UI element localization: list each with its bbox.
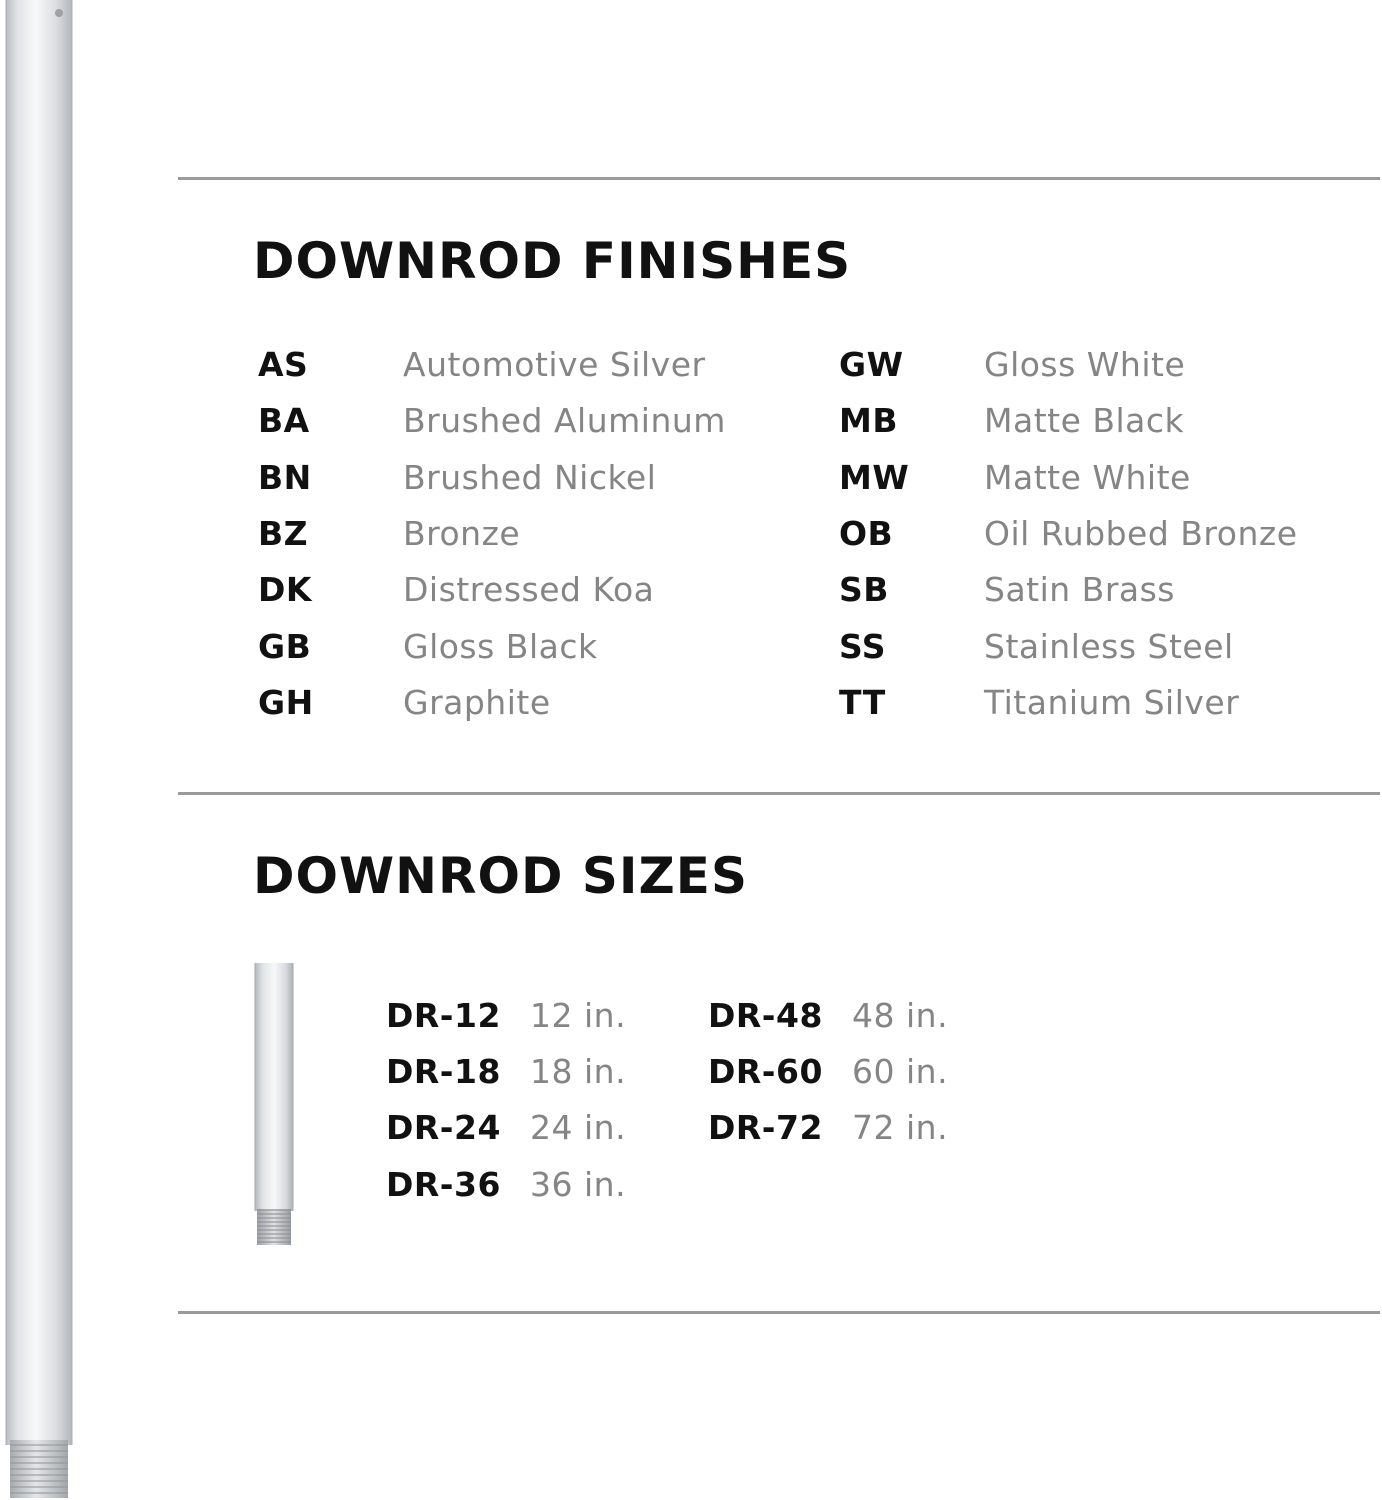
finish-name: Gloss White [984,345,1186,384]
size-length: 24 in. [530,1108,627,1147]
size-length: 12 in. [530,996,627,1035]
size-code: DR-12 [386,996,501,1035]
size-code: DR-18 [386,1052,501,1091]
finish-code: BN [258,458,312,497]
downrod-image-small [250,963,300,1248]
finish-name: Graphite [403,683,551,722]
downrod-image-large [0,0,80,1500]
size-length: 72 in. [852,1108,949,1147]
size-code: DR-36 [386,1165,501,1204]
finish-code: OB [839,514,894,553]
finish-code: AS [258,345,309,384]
finish-code: GH [258,683,314,722]
finish-name: Brushed Aluminum [403,401,726,440]
finish-code: BZ [258,514,309,553]
divider-top [178,177,1380,180]
finish-code: SS [839,627,887,666]
finish-code: BA [258,401,310,440]
finish-name: Satin Brass [984,570,1175,609]
finish-code: GB [258,627,312,666]
finishes-heading: DOWNROD FINISHES [253,232,852,290]
size-length: 36 in. [530,1165,627,1204]
finish-name: Titanium Silver [984,683,1240,722]
finish-name: Automotive Silver [403,345,706,384]
finish-code: GW [839,345,904,384]
finish-name: Brushed Nickel [403,458,657,497]
finish-name: Stainless Steel [984,627,1234,666]
finish-name: Distressed Koa [403,570,655,609]
size-length: 60 in. [852,1052,949,1091]
finish-name: Bronze [403,514,521,553]
divider-middle [178,792,1380,795]
finish-name: Matte White [984,458,1191,497]
finish-code: MW [839,458,910,497]
divider-bottom [178,1311,1380,1314]
finish-name: Oil Rubbed Bronze [984,514,1298,553]
finish-name: Matte Black [984,401,1185,440]
finish-code: TT [839,683,886,722]
finish-code: MB [839,401,898,440]
size-length: 48 in. [852,996,949,1035]
size-code: DR-24 [386,1108,501,1147]
size-code: DR-48 [708,996,823,1035]
size-code: DR-72 [708,1108,823,1147]
finish-code: SB [839,570,889,609]
size-code: DR-60 [708,1052,823,1091]
finish-name: Gloss Black [403,627,598,666]
size-length: 18 in. [530,1052,627,1091]
finish-code: DK [258,570,312,609]
sizes-heading: DOWNROD SIZES [253,847,748,905]
